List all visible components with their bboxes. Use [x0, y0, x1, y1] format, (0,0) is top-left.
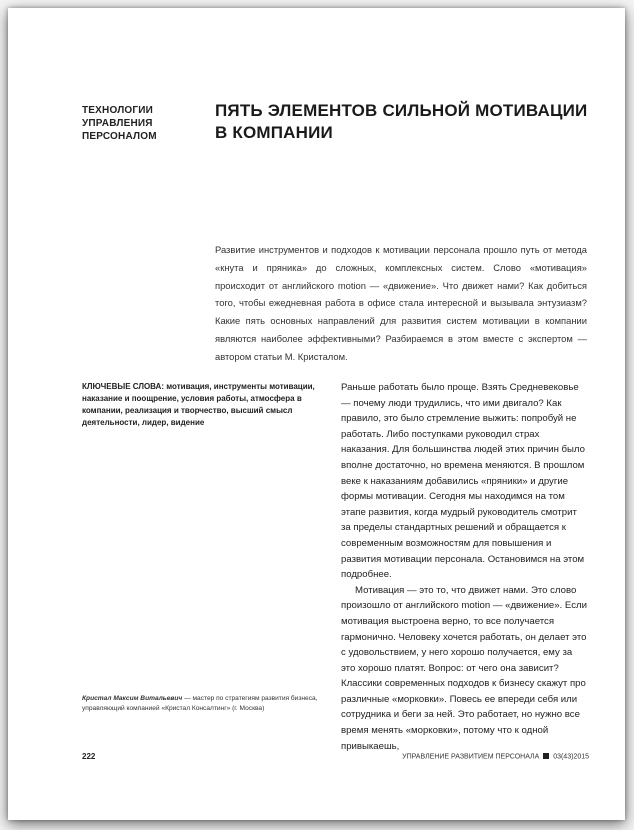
keywords-text: мотивация, инструменты мотивации, наказание и поощрение, условия работы, атмосфера в компании, реализация и творчество, высший смысл деятельности, лидер, видение — [82, 382, 315, 427]
article-title: ПЯТЬ ЭЛЕМЕНТОВ СИЛЬНОЙ МОТИВАЦИИ В КОМПАНИИ — [215, 101, 588, 142]
keywords-block — [82, 381, 318, 429]
square-bullet-icon — [543, 753, 549, 759]
page-number: 222 — [82, 752, 96, 761]
document-page — [8, 8, 625, 820]
section-label: ТЕХНОЛОГИИ УПРАВЛЕНИЯ ПЕРСОНАЛОМ — [82, 105, 157, 142]
body-paragraph-1: Раньше работать было проще. Взять Средневековье — почему люди трудились, что ими двигало? Как правило, это было стремление выжить: попробуй не работать. Либо поступками руководил страх наказания. Для большинства людей этих причин было вполне достаточно, но времена меняются. В прошлом веке к наказаниям добавились «пряники» и другие формы мотивации. Сегодня мы находимся на том этапе развития, когда мудрый руководитель смотрит за пределы стандартных решений и обращается к современным возможностям для повышения и развития мотивации персонала. Остановимся на этом подробнее. — [341, 382, 585, 581]
issue-number: 03(43)2015 — [553, 753, 589, 761]
body-paragraph-2: Мотивация — это то, что движет нами. Это слово произошло от английского motion — «движение». Если мотивация выстроена верно, то все получается гармонично. Человеку хочется работать, он делает это с удовольствием, у него хорошо получается, ему за это хорошо платят. Вопрос: от чего она зависит? Классики современных подходов к бизнесу скажут про различные «морковки». Повесь ее впереди себя или сотрудника и беги за ней. Это работает, но нужно все время менять «морковки», потому что к одной привыкаешь, — [341, 584, 587, 752]
article-body — [341, 380, 587, 754]
keywords-label: КЛЮЧЕВЫЕ СЛОВА: — [82, 382, 164, 391]
lead-paragraph: Развитие инструментов и подходов к мотивации персонала прошло путь от метода «кнута и пряника» до сложных, комплексных систем. Слово «мотивация» происходит от английского motion — «движение». Что движет нами? Как добиться того, чтобы ежедневная работа в офисе стала интересной и вызывала энтузиазм? Какие пять основных направлений для развития систем мотивации в компании являются наиболее эффективными? Разбираемся в этом вместе с экспертом — автором статьи М. Кристалом. — [215, 244, 587, 362]
author-description: — мастер по стратегиям развития бизнеса, управляющий компанией «Кристал Консалтинг» (г. Москва) — [82, 695, 318, 712]
author-note — [82, 694, 326, 713]
author-name: Кристал Максим Витальевич — [82, 695, 183, 702]
journal-name: УПРАВЛЕНИЕ РАЗВИТИЕМ ПЕРСОНАЛА — [402, 753, 540, 761]
running-footer — [402, 753, 589, 761]
